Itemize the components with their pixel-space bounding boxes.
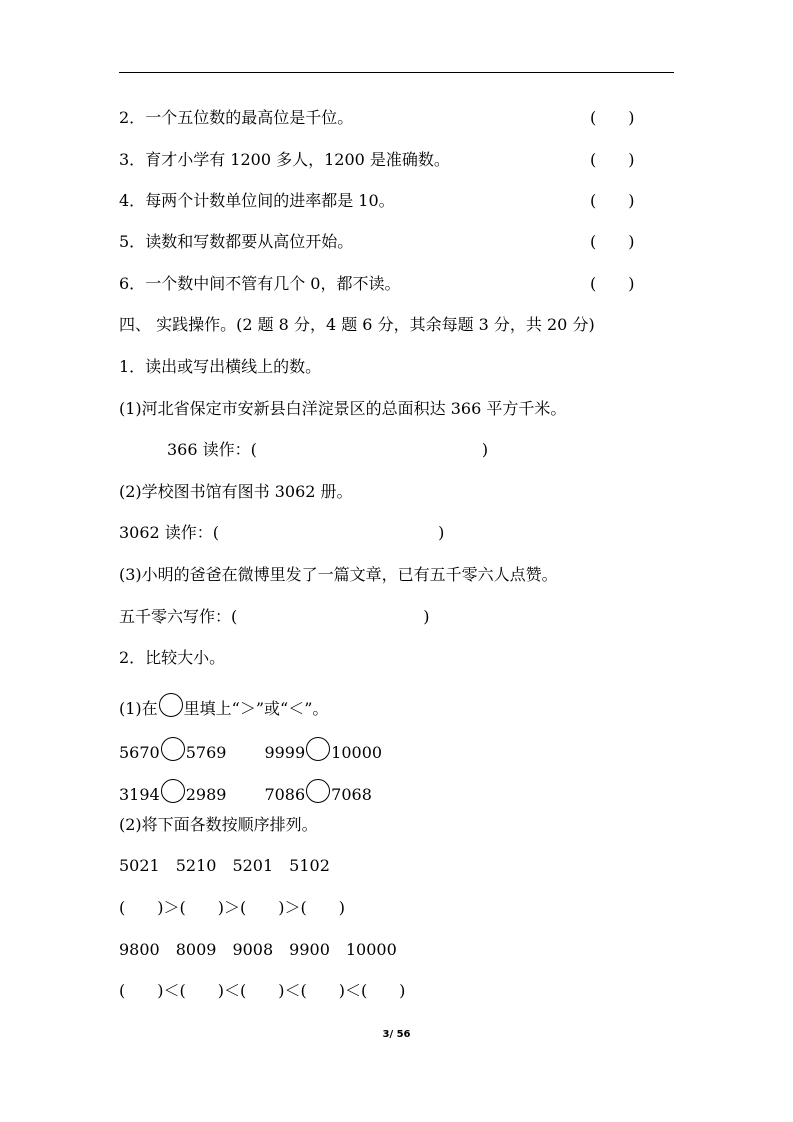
answer-paren[interactable]: ( ) — [590, 150, 635, 169]
item-text: 育才小学有 1200 多人，1200 是准确数。 — [145, 150, 450, 169]
item-6 — [119, 274, 400, 294]
number: 10000 — [331, 743, 383, 762]
question-2-part-1 — [119, 693, 328, 719]
item-3 — [119, 150, 450, 170]
number: 7068 — [331, 785, 372, 804]
order-answer-1[interactable]: ( )＞( )＞( )＞( ) — [119, 898, 345, 917]
read-label: 3062 读作：( — [119, 523, 220, 542]
item-text: 一个五位数的最高位是千位。 — [145, 108, 354, 127]
number: 3194 — [119, 785, 160, 804]
write-label: 五千零六写作：( — [119, 607, 238, 626]
page-number: 3/ 56 — [382, 1029, 411, 1040]
circle-icon — [159, 693, 183, 717]
close-paren: ) — [423, 607, 430, 626]
instruction-suffix: 里填上“＞”或“＜”。 — [183, 699, 329, 718]
item-5 — [119, 232, 353, 252]
question-2-part-2: (2)将下面各数按顺序排列。 — [119, 815, 318, 834]
compare-circle[interactable] — [306, 737, 330, 761]
header-rule — [119, 72, 674, 73]
item-2 — [119, 108, 353, 128]
read-answer-366 — [167, 440, 488, 460]
answer-paren[interactable]: ( ) — [590, 274, 635, 293]
compare-circle[interactable] — [306, 779, 330, 803]
item-text: 每两个计数单位间的进率都是 10。 — [145, 191, 395, 210]
read-label: 366 读作：( — [167, 440, 257, 459]
number: 2989 — [185, 785, 227, 804]
compare-circle[interactable] — [161, 737, 185, 761]
item-number: 5． — [119, 232, 146, 251]
write-answer-5006 — [119, 607, 430, 627]
item-text: 一个数中间不管有几个 0，都不读。 — [145, 274, 401, 293]
read-answer-3062 — [119, 523, 444, 543]
answer-paren[interactable]: ( ) — [590, 191, 635, 210]
question-1-part-2: (2)学校图书馆有图书 3062 册。 — [119, 482, 353, 501]
item-text: 读数和写数都要从高位开始。 — [145, 232, 354, 251]
question-2-title: 2．比较大小。 — [119, 648, 226, 667]
section-title: 四、 实践操作。(2 题 8 分，4 题 6 分，其余每题 3 分，共 20 分) — [119, 315, 595, 334]
number: 7086 — [264, 785, 306, 804]
question-1-part-1: (1)河北省保定市安新县白洋淀景区的总面积达 366 平方千米。 — [119, 399, 567, 418]
item-number: 3． — [119, 150, 146, 169]
compare-circle[interactable] — [161, 779, 185, 803]
close-paren: ) — [481, 440, 489, 459]
compare-row-2 — [119, 779, 372, 805]
order-answer-2[interactable]: ( )＜( )＜( )＜( )＜( ) — [119, 981, 406, 1000]
item-number: 2． — [119, 108, 146, 127]
item-number: 6． — [119, 274, 146, 293]
item-4 — [119, 191, 395, 211]
question-1-title: 1．读出或写出横线上的数。 — [119, 357, 322, 376]
answer-paren[interactable]: ( ) — [590, 108, 635, 127]
question-1-part-3: (3)小明的爸爸在微博里发了一篇文章，已有五千零六人点赞。 — [119, 565, 558, 584]
number: 5670 — [119, 743, 160, 762]
number-list-1: 5021 5210 5201 5102 — [119, 856, 330, 875]
number: 5769 — [185, 743, 227, 762]
answer-paren[interactable]: ( ) — [590, 232, 635, 251]
number: 9999 — [264, 743, 306, 762]
instruction-prefix: (1)在 — [119, 699, 158, 718]
number-list-2: 9800 8009 9008 9900 10000 — [119, 940, 397, 959]
item-number: 4． — [119, 191, 146, 210]
close-paren: ) — [438, 523, 445, 542]
compare-row-1 — [119, 737, 382, 763]
